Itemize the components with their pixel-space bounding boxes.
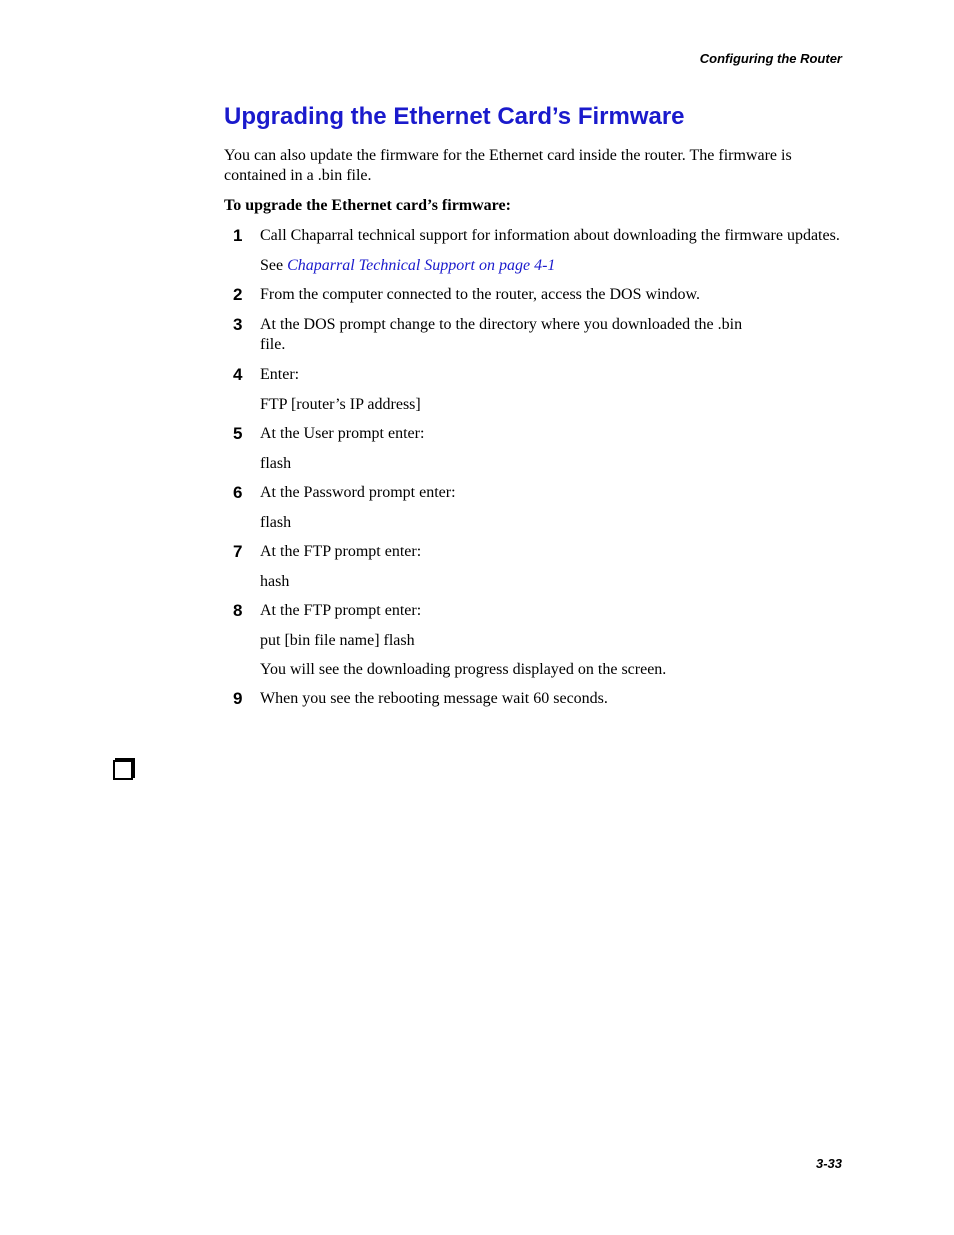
step-number: 4: [233, 365, 243, 384]
step-text: At the Password prompt enter:: [260, 484, 456, 501]
step-8-entry: put [bin file name] flash: [260, 632, 415, 649]
page-number: 3-33: [815, 1156, 842, 1171]
step-5: [224, 424, 844, 444]
step-9: [224, 689, 844, 709]
step-text: At the FTP prompt enter:: [260, 543, 422, 560]
step-6: [224, 483, 844, 503]
step-7-entry: hash: [260, 573, 290, 590]
step-number: 6: [233, 483, 243, 502]
step-5-entry: flash: [260, 455, 292, 472]
step-text: At the DOS prompt change to the directory where you downloaded the .bin file.: [260, 316, 743, 353]
step-number: 9: [233, 689, 243, 708]
step-7: [224, 542, 844, 562]
step-2: [224, 285, 844, 305]
step-4-entry: FTP [router’s IP address]: [260, 396, 421, 413]
step-text: Call Chaparral technical support for information about downloading the firmware updates.: [260, 227, 840, 244]
step-1-see-also: [224, 256, 844, 276]
procedure-steps: [224, 226, 844, 719]
step-number: 5: [233, 424, 243, 443]
step-4: [224, 365, 844, 385]
step-number: 7: [233, 542, 243, 561]
step-8-note: You will see the downloading progress displayed on the screen.: [260, 661, 667, 678]
step-text: From the computer connected to the router, access the DOS window.: [260, 286, 700, 303]
end-of-procedure-icon: [113, 760, 133, 780]
step-number: 8: [233, 601, 243, 620]
step-3: [224, 315, 760, 355]
running-header: Configuring the Router: [699, 51, 842, 66]
step-1: [224, 226, 844, 246]
see-prefix: See: [260, 257, 288, 274]
procedure-heading: To upgrade the Ethernet card’s firmware:: [224, 197, 511, 214]
step-text: When you see the rebooting message wait 60 seconds.: [260, 690, 608, 707]
step-6-entry: flash: [260, 514, 292, 531]
step-8: [224, 601, 844, 621]
step-number: 1: [233, 226, 243, 245]
step-text: At the User prompt enter:: [260, 425, 425, 442]
cross-reference-link[interactable]: Chaparral Technical Support on page 4-1: [287, 257, 556, 274]
intro-paragraph: You can also update the firmware for the Ethernet card inside the router. The firmware is contained in a .bin file.: [224, 147, 792, 184]
step-number: 2: [233, 285, 243, 304]
step-text: Enter:: [260, 366, 300, 383]
step-number: 3: [233, 315, 243, 334]
section-title: Upgrading the Ethernet Card’s Firmware: [224, 103, 685, 130]
step-text: At the FTP prompt enter:: [260, 602, 422, 619]
